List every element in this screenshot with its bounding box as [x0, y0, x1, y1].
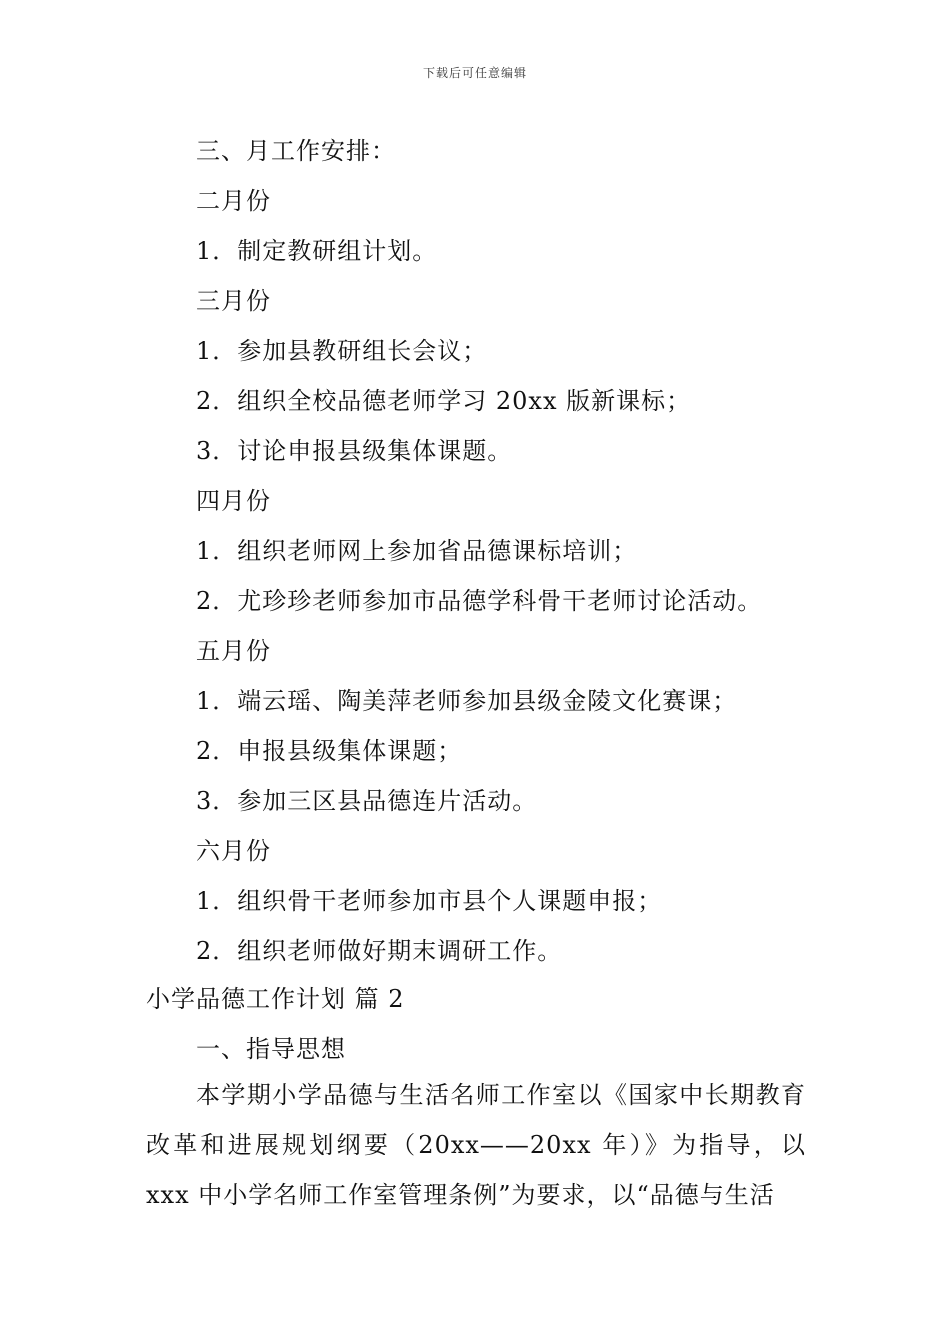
list-item: 1．制定教研组计划。: [196, 237, 438, 265]
month-heading-april: 四月份: [196, 487, 271, 515]
list-item: 3．参加三区县品德连片活动。: [196, 787, 538, 815]
list-item: 2．组织全校品德老师学习 20xx 版新课标；: [196, 387, 692, 415]
section-heading-monthly-plan: 三、月工作安排：: [196, 137, 396, 165]
list-item: 1．端云瑶、陶美萍老师参加县级金陵文化赛课；: [196, 687, 738, 715]
page-header-note: 下载后可任意编辑: [422, 66, 527, 80]
list-item: 3．讨论申报县级集体课题。: [196, 437, 513, 465]
list-item: 1．组织骨干老师参加市县个人课题申报；: [196, 887, 663, 915]
month-heading-february: 二月份: [196, 187, 271, 215]
month-heading-march: 三月份: [196, 287, 271, 315]
section-title: 小学品德工作计划 篇 2: [146, 985, 405, 1013]
list-item: 2．申报县级集体课题；: [196, 737, 463, 765]
section-subheading: 一、指导思想: [196, 1035, 346, 1063]
body-paragraph: 本学期小学品德与生活名师工作室以《国家中长期教育改革和进展规划纲要（20xx——20xx 年）》为指导，以 xxx 中小学名师工作室管理条例”为要求，以“品德与生活: [146, 1081, 806, 1209]
month-heading-may: 五月份: [196, 637, 271, 665]
list-item: 2．尤珍珍老师参加市品德学科骨干老师讨论活动。: [196, 587, 763, 615]
month-heading-june: 六月份: [196, 837, 271, 865]
list-item: 1．组织老师网上参加省品德课标培训；: [196, 537, 638, 565]
list-item: 2．组织老师做好期末调研工作。: [196, 937, 563, 965]
list-item: 1．参加县教研组长会议；: [196, 337, 488, 365]
